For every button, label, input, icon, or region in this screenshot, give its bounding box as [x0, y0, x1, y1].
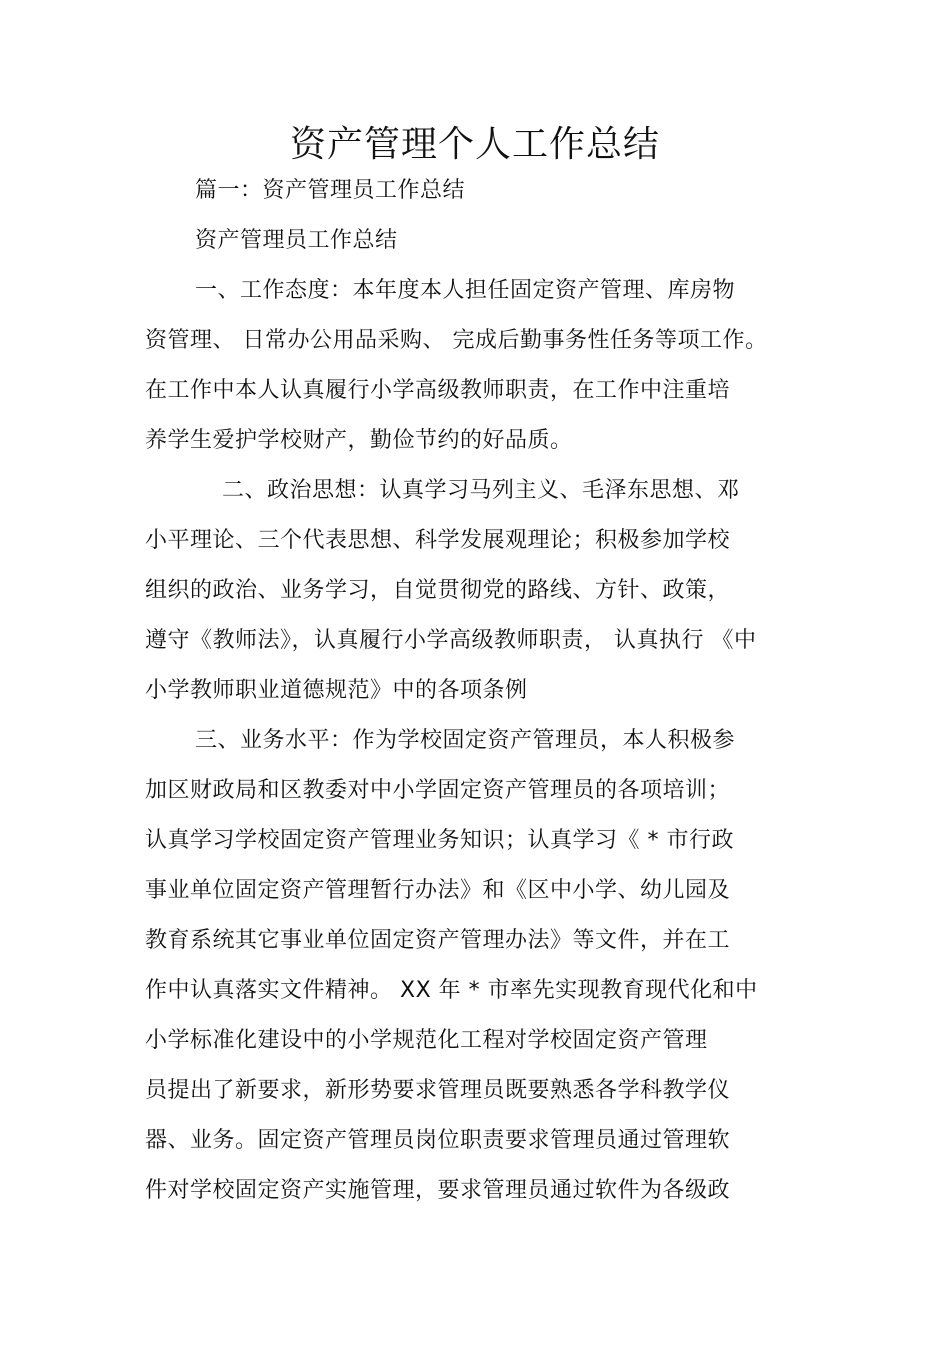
paragraph-line: 件对学校固定资产实施管理，要求管理员通过软件为各级政 — [145, 1178, 731, 1203]
paragraph-line: 资管理、 日常办公用品采购、 完成后勤事务性任务等项工作。 — [145, 328, 768, 353]
paragraph-line: 小学标准化建设中的小学规范化工程对学校固定资产管理 — [145, 1028, 708, 1053]
paragraph-line: 加区财政局和区教委对中小学固定资产管理员的各项培训； — [145, 778, 731, 803]
section-heading-line: 篇一：资产管理员工作总结 — [195, 178, 466, 203]
paragraph-line: 一、工作态度：本年度本人担任固定资产管理、库房物 — [195, 278, 736, 303]
subtitle-line: 资产管理员工作总结 — [195, 228, 398, 253]
paragraph-line: 教育系统其它事业单位固定资产管理办法》等文件，并在工 — [145, 928, 731, 953]
paragraph-line: 遵守《教师法》，认真履行小学高级教师职责， 认真执行 《中 — [145, 628, 757, 653]
paragraph-line: 器、业务。固定资产管理员岗位职责要求管理员通过管理软 — [145, 1128, 731, 1153]
paragraph-line: 小学教师职业道德规范》中的各项条例 — [145, 678, 528, 703]
paragraph-line: 二、政治思想：认真学习马列主义、毛泽东思想、邓 — [222, 478, 740, 503]
paragraph-line: 三、业务水平：作为学校固定资产管理员，本人积极参 — [195, 728, 736, 753]
paragraph-line: 事业单位固定资产管理暂行办法》和《区中小学、幼儿园及 — [145, 878, 731, 903]
paragraph-line: 养学生爱护学校财产，勤俭节约的好品质。 — [145, 428, 573, 453]
paragraph-line: 作中认真落实文件精神。 XX 年 * 市率先实现教育现代化和中 — [145, 978, 758, 1003]
paragraph-line: 小平理论、三个代表思想、科学发展观理论；积极参加学校 — [145, 528, 731, 553]
paragraph-line: 组织的政治、业务学习，自觉贯彻党的路线、方针、政策， — [145, 578, 731, 603]
paragraph-line: 员提出了新要求，新形势要求管理员既要熟悉各学科教学仪 — [145, 1078, 731, 1103]
document-title: 资产管理个人工作总结 — [289, 124, 660, 165]
paragraph-line: 认真学习学校固定资产管理业务知识；认真学习《 * 市行政 — [145, 828, 734, 853]
paragraph-line: 在工作中本人认真履行小学高级教师职责，在工作中注重培 — [145, 378, 731, 403]
